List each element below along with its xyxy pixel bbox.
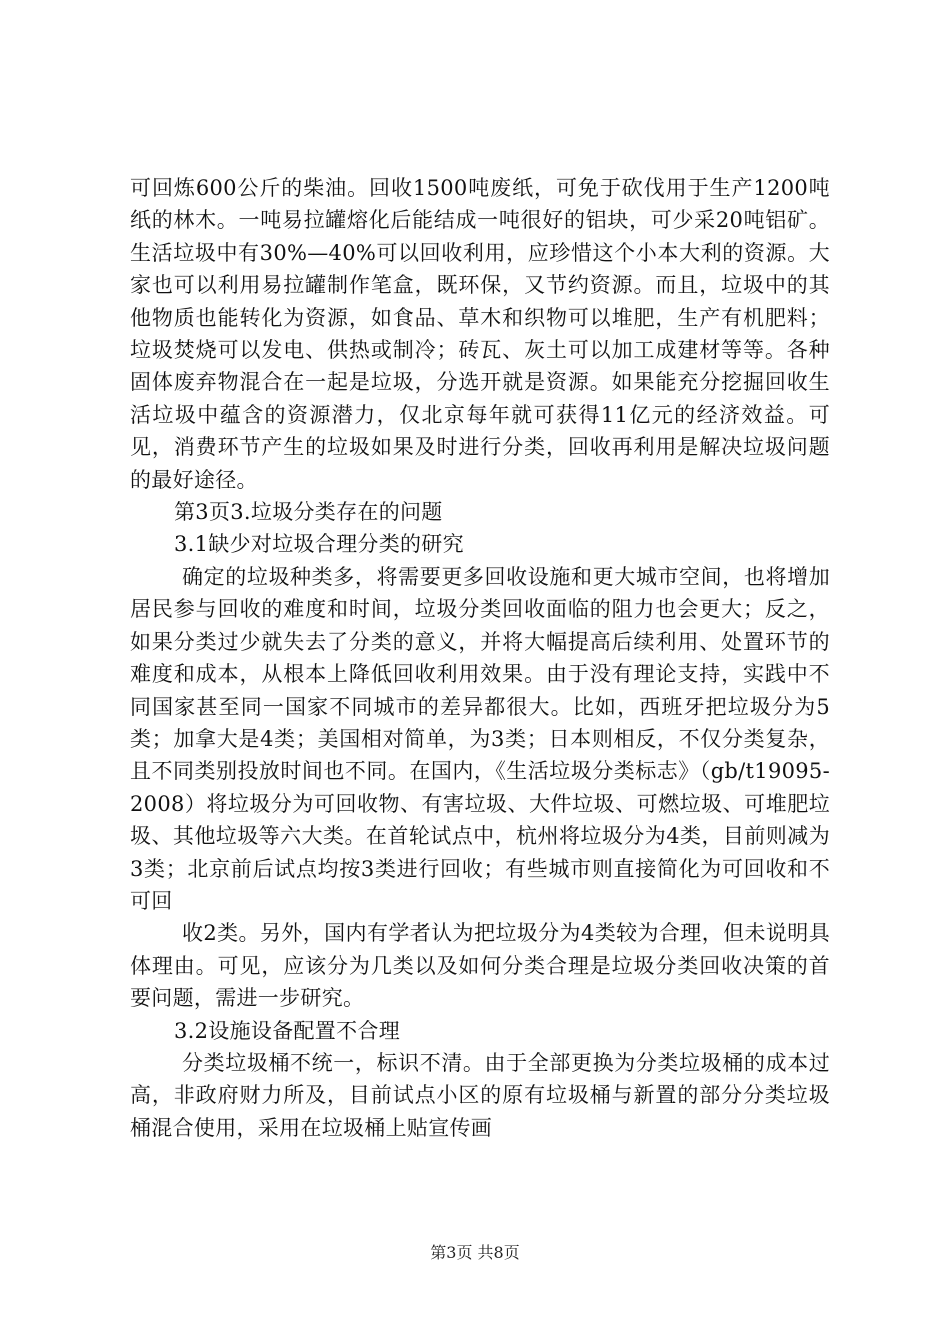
- body-paragraph: 收2类。另外，国内有学者认为把垃圾分为4类较为合理，但未说明具体理由。可见，应该分为几类以及如何分类合理是垃圾分类回收决策的首要问题，需进一步研究。: [130, 921, 830, 1011]
- document-body: [130, 172, 830, 1144]
- section-heading: 第3页3.垃圾分类存在的问题: [174, 500, 443, 525]
- body-paragraph: 分类垃圾桶不统一，标识不清。由于全部更换为分类垃圾桶的成本过高，非政府财力所及，目前试点小区的原有垃圾桶与新置的部分分类垃圾桶混合使用，采用在垃圾桶上贴宣传画: [130, 1050, 830, 1140]
- subsection-heading: 3.1缺少对垃圾合理分类的研究: [174, 532, 464, 557]
- body-paragraph: 可回炼600公斤的柴油。回收1500吨废纸，可免于砍伐用于生产1200吨纸的林木。一吨易拉罐熔化后能结成一吨很好的铝块，可少采20吨铝矿。生活垃圾中有30%—40%可以回收利用，应珍惜这个小本大利的资源。大家也可以利用易拉罐制作笔盒，既环保，又节约资源。而且，垃圾中的其他物质也能转化为资源，如食品、草木和织物可以堆肥，生产有机肥料；垃圾焚烧可以发电、供热或制冷；砖瓦、灰土可以加工成建材等等。各种固体废弃物混合在一起是垃圾，分选开就是资源。如果能充分挖掘回收生活垃圾中蕴含的资源潜力，仅北京每年就可获得11亿元的经济效益。可见，消费环节产生的垃圾如果及时进行分类，回收再利用是解决垃圾问题的最好途径。: [130, 176, 830, 492]
- page-footer: 第3页 共8页: [430, 1243, 520, 1262]
- body-paragraph: 确定的垃圾种类多，将需要更多回收设施和更大城市空间，也将增加居民参与回收的难度和时间，垃圾分类回收面临的阻力也会更大；反之，如果分类过少就失去了分类的意义，并将大幅提高后续利用、处置环节的难度和成本，从根本上降低回收利用效果。由于没有理论支持，实践中不同国家甚至同一国家不同城市的差异都很大。比如，西班牙把垃圾分为5类；加拿大是4类；美国相对简单，为3类；日本则相反，不仅分类复杂，且不同类别投放时间也不同。在国内，《生活垃圾分类标志》（gb/t19095-2008）将垃圾分为可回收物、有害垃圾、大件垃圾、可燃垃圾、可堆肥垃圾、其他垃圾等六大类。在首轮试点中，杭州将垃圾分为4类，目前则减为3类；北京前后试点均按3类进行回收；有些城市则直接简化为可回收和不可回: [130, 564, 830, 913]
- subsection-heading: 3.2设施设备配置不合理: [174, 1018, 400, 1043]
